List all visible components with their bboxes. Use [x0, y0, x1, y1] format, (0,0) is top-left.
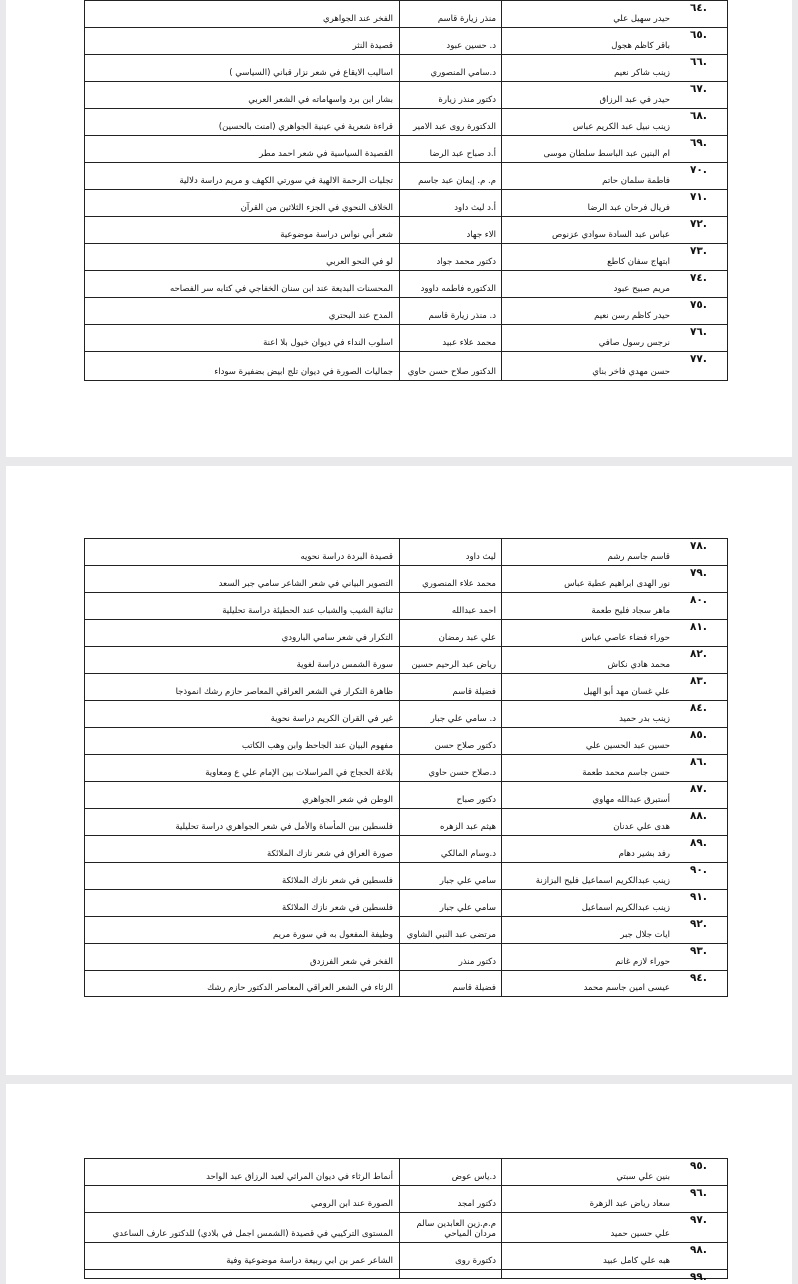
- row-number: .٨٤: [690, 702, 707, 714]
- supervisor-cell: فضيلة قاسم: [399, 971, 501, 996]
- student-name-cell: سعاد رياض عبد الزهرة: [501, 1186, 684, 1212]
- row-number: .٩٣: [690, 945, 707, 957]
- table-row: [84, 351, 728, 381]
- table-row: [84, 1212, 728, 1242]
- supervisor-cell: الاء جهاد: [399, 217, 501, 243]
- thesis-title-cell: الوطن في شعر الجواهري: [302, 795, 393, 805]
- student-name-cell: حسن جاسم محمد طعمة: [501, 755, 684, 781]
- supervisor-cell: منذر زيارة قاسم: [399, 1, 501, 27]
- table-row: [84, 54, 728, 81]
- row-number: .٧٣: [690, 245, 707, 257]
- student-name-cell: بنين علي سبتي: [501, 1159, 684, 1185]
- table-row: [84, 727, 728, 754]
- student-name-cell: زينب عبدالكريم اسماعيل فليح البزازنة: [501, 863, 684, 889]
- row-number: .٧٦: [690, 326, 707, 338]
- thesis-title-cell: اساليب الايقاع في شعر نزار قباني (السياسي ): [229, 68, 393, 78]
- table-row: [84, 916, 728, 943]
- thesis-title-cell: وظيفة المفعول به في سورة مريم: [272, 930, 393, 940]
- supervisor-cell: دكتور صباح: [399, 782, 501, 808]
- thesis-title-cell: تجليات الرحمة الالهية في سورتي الكهف و مريم دراسة دلالية: [179, 176, 393, 186]
- row-number: .٩٠: [690, 864, 707, 876]
- supervisor-cell: الدكتورة روى عبد الامير: [399, 109, 501, 135]
- student-name-cell: أستبرق عبدالله مهاوي: [501, 782, 684, 808]
- thesis-title-cell: سورة الشمس دراسة لغوية: [296, 660, 393, 670]
- row-number: .٦٤: [690, 2, 707, 14]
- student-name-cell: هدى علي عدنان: [501, 809, 684, 835]
- supervisor-cell: دكتور منذر: [399, 944, 501, 970]
- row-number: .٧٥: [690, 299, 707, 311]
- student-name-cell: حسين عبد الحسين علي: [501, 728, 684, 754]
- student-name-cell: علي حسين حميد: [501, 1213, 684, 1242]
- table-row: [84, 1185, 728, 1212]
- row-number: .٦٨: [690, 110, 707, 122]
- supervisor-cell: أ.د ليث داود: [399, 190, 501, 216]
- table-row: [84, 889, 728, 916]
- thesis-title-cell: مفهوم البيان عند الجاحظ وابن وهب الكاتب: [241, 741, 393, 751]
- table-row: [84, 835, 728, 862]
- student-name-cell: ابتهاج سفان كاطع: [501, 244, 684, 270]
- thesis-title-cell: المدح عند البحتري: [328, 311, 393, 321]
- thesis-title-cell: التصوير البياني في شعر الشاعر سامي جبر السعد: [218, 579, 393, 589]
- row-number: .٨٣: [690, 675, 707, 687]
- row-number: .٩٥: [690, 1160, 707, 1172]
- table-row: [84, 1242, 728, 1269]
- row-number: .٦٩: [690, 137, 707, 149]
- thesis-title-cell: قصيدة البردة دراسة نحويه: [300, 552, 393, 562]
- supervisor-cell: هيثم عبد الزهره: [399, 809, 501, 835]
- table-row: [84, 646, 728, 673]
- thesis-title-cell: [83, 1270, 399, 1278]
- table-row: [84, 162, 728, 189]
- supervisor-cell: [399, 1270, 501, 1278]
- table-row: [84, 808, 728, 835]
- row-number: .٨٢: [690, 648, 707, 660]
- thesis-title-cell: بلاغة الحجاج في المراسلات بين الإمام علي ع ومعاوية: [205, 768, 393, 778]
- table-row: [84, 0, 728, 27]
- supervisor-cell: م. م. إيمان عبد جاسم: [399, 163, 501, 189]
- supervisor-cell: سامي علي جبار: [399, 890, 501, 916]
- supervisor-cell: د.ياس عوض: [399, 1159, 501, 1185]
- student-name-cell: زينب عبدالكريم اسماعيل: [501, 890, 684, 916]
- thesis-title-cell: الفخر في شعر الفرزدق: [309, 957, 393, 967]
- supervisor-cell: أ.د صباح عبد الرضا: [399, 136, 501, 162]
- thesis-title-cell: ظاهرة التكرار في الشعر العراقي المعاصر حازم رشك انموذجا: [175, 687, 393, 697]
- thesis-title-cell: جماليات الصورة في ديوان تلج ابيض بضفيرة سوداء: [214, 367, 393, 377]
- table-row: [84, 324, 728, 351]
- thesis-title-cell: فلسطين بين المأساة والأمل في شعر الجواهري دراسة تحليلية: [175, 822, 393, 832]
- student-name-cell: فاطمة سلمان حاتم: [501, 163, 684, 189]
- thesis-title-cell: بشار ابن برد واسهاماته في الشعر العربي: [248, 95, 393, 105]
- supervisor-cell: الدكتوره فاطمه داوود: [399, 271, 501, 297]
- table-row: [84, 108, 728, 135]
- row-number: .٨٠: [690, 594, 707, 606]
- student-name-cell: حيدر سهيل علي: [501, 1, 684, 27]
- thesis-title-cell: قصيدة النثر: [352, 41, 393, 51]
- table-row: [84, 27, 728, 54]
- thesis-title-cell: غير في القران الكريم دراسة نحوية: [270, 714, 393, 724]
- student-name-cell: محمد هادي نكاش: [501, 647, 684, 673]
- row-number: .٧٠: [690, 164, 707, 176]
- thesis-title-cell: التكرار في شعر سامي البارودي: [281, 633, 393, 643]
- row-number: .٨٩: [690, 837, 707, 849]
- supervisor-cell: د. منذر زيارة قاسم: [399, 298, 501, 324]
- row-number: .٧٢: [690, 218, 707, 230]
- thesis-title-cell: اسلوب النداء في ديوان خيول بلا اعنة: [263, 338, 393, 348]
- student-name-cell: ام البنين عبد الباسط سلطان موسى: [501, 136, 684, 162]
- table-row: [84, 135, 728, 162]
- thesis-title-cell: صورة العراق في شعر نازك الملائكة: [266, 849, 393, 859]
- supervisor-cell: د.صلاح حسن حاوي: [399, 755, 501, 781]
- student-name-cell: زينب نبيل عبد الكريم عباس: [501, 109, 684, 135]
- student-name-cell: نور الهدى ابراهيم عطية عباس: [501, 566, 684, 592]
- row-number: .٦٦: [690, 56, 707, 68]
- supervisor-cell: د. حسين عبود: [399, 28, 501, 54]
- table-row: [84, 297, 728, 324]
- student-name-cell: زينب شاكر نعيم: [501, 55, 684, 81]
- supervisor-cell: ليث داود: [399, 539, 501, 565]
- student-name-cell: حوراء فضاء عاصي عباس: [501, 620, 684, 646]
- table-row: [84, 1158, 728, 1185]
- supervisor-cell: فضيلة قاسم: [399, 674, 501, 700]
- row-number: .٨٧: [690, 783, 707, 795]
- thesis-table-3: [84, 1158, 728, 1283]
- student-name-cell: حيدر في عبد الرزاق: [501, 82, 684, 108]
- table-row: [84, 1269, 728, 1283]
- row-number: .٩٢: [690, 918, 707, 930]
- supervisor-cell: رياض عبد الرحيم حسين: [399, 647, 501, 673]
- supervisor-cell: سامي علي جبار: [399, 863, 501, 889]
- student-name-cell: زينب بدر حميد: [501, 701, 684, 727]
- thesis-title-cell: قراءة شعرية في عينية الجواهري (امنت بالحسين): [218, 122, 393, 132]
- row-number: .٩٤: [690, 972, 707, 984]
- table-row: [84, 700, 728, 727]
- row-number: .٩١: [690, 891, 707, 903]
- row-number: .٩٦: [690, 1187, 707, 1199]
- row-number: .٨٨: [690, 810, 707, 822]
- student-name-cell: قاسم جاسم رشم: [501, 539, 684, 565]
- table-row: [84, 754, 728, 781]
- document-page-1: [6, 0, 792, 457]
- thesis-title-cell: لو في النحو العربي: [326, 257, 393, 267]
- student-name-cell: حسن مهدي فاخر بناي: [501, 352, 684, 380]
- row-number: .٩٧: [690, 1214, 707, 1226]
- thesis-title-cell: ثنائية الشيب والشباب عند الحطيئة دراسة تحليلية: [222, 606, 393, 616]
- thesis-table-1: [84, 0, 728, 381]
- supervisor-cell: د.وسام المالكي: [399, 836, 501, 862]
- row-number: .٦٧: [690, 83, 707, 95]
- table-row: [84, 970, 728, 997]
- table-row: [84, 673, 728, 700]
- supervisor-cell: احمد عبدالله: [399, 593, 501, 619]
- supervisor-cell: دكتور منذر زيارة: [399, 82, 501, 108]
- row-number: .٨٥: [690, 729, 707, 741]
- table-row: [84, 216, 728, 243]
- table-row: [84, 189, 728, 216]
- student-name-cell: فريال فرحان عبد الرضا: [501, 190, 684, 216]
- row-number: .٧٨: [690, 540, 707, 552]
- supervisor-cell: دكتورة روى: [399, 1243, 501, 1269]
- student-name-cell: ايات جلال جبر: [501, 917, 684, 943]
- student-name-cell: علي غسان مهد أبو الهيل: [501, 674, 684, 700]
- table-row: [84, 862, 728, 889]
- row-number: .٨١: [690, 621, 707, 633]
- supervisor-cell: دكتور محمد جواد: [399, 244, 501, 270]
- document-page-2: [6, 466, 792, 1075]
- table-row: [84, 270, 728, 297]
- row-number: .٩٩: [690, 1271, 707, 1283]
- thesis-title-cell: الفخر عند الجواهري: [323, 14, 393, 24]
- student-name-cell: رفد بشير دهام: [501, 836, 684, 862]
- thesis-title-cell: القصيدة السياسية في شعر احمد مطر: [259, 149, 393, 159]
- supervisor-cell: د. سامي علي جبار: [399, 701, 501, 727]
- supervisor-cell: د.سامي المنصوري: [399, 55, 501, 81]
- table-row: [84, 243, 728, 270]
- table-row: [84, 619, 728, 646]
- thesis-title-cell: أنماط الرثاء في ديوان المراثي لعبد الرزاق عبد الواحد: [206, 1172, 393, 1182]
- row-number: .٨٦: [690, 756, 707, 768]
- row-number: .٧٧: [690, 353, 707, 365]
- student-name-cell: عباس عبد السادة سوادي عزنوص: [501, 217, 684, 243]
- student-name-cell: باقر كاظم هجول: [501, 28, 684, 54]
- supervisor-cell: دكتور امجد: [399, 1186, 501, 1212]
- thesis-title-cell: الرثاء في الشعر العراقي المعاصر الدكتور حازم رشك: [207, 983, 393, 993]
- student-name-cell: نرجس رسول صافي: [501, 325, 684, 351]
- supervisor-cell: م.م.زين العابدين سالم مردان المياحي: [399, 1213, 501, 1242]
- thesis-title-cell: فلسطين في شعر نازك الملائكة: [282, 876, 393, 886]
- table-row: [84, 565, 728, 592]
- row-number: .٧٤: [690, 272, 707, 284]
- supervisor-cell: دكتور صلاح حسن: [399, 728, 501, 754]
- supervisor-cell: علي عبد رمضان: [399, 620, 501, 646]
- student-name-cell: مريم صبيح عبود: [501, 271, 684, 297]
- table-row: [84, 592, 728, 619]
- thesis-title-cell: الصورة عند ابن الرومي: [310, 1199, 393, 1209]
- supervisor-cell: محمد علاء عبيد: [399, 325, 501, 351]
- table-row: [84, 781, 728, 808]
- thesis-title-cell: الشاعر عمر بن ابي ربيعة دراسة موضوعية وفية: [226, 1256, 393, 1266]
- table-row: [84, 538, 728, 565]
- supervisor-cell: محمد علاء المنصوري: [399, 566, 501, 592]
- thesis-title-cell: المستوى التركيبي في قصيدة (الشمس اجمل في بلادي) للدكتور عارف الساعدي: [112, 1229, 393, 1239]
- student-name-cell: هبه علي كامل عبيد: [501, 1243, 684, 1269]
- thesis-table-2: [84, 538, 728, 997]
- table-row: [84, 943, 728, 970]
- student-name-cell: ماهر سجاد فليح طعمة: [501, 593, 684, 619]
- row-number: .٧١: [690, 191, 707, 203]
- row-number: .٩٨: [690, 1244, 707, 1256]
- student-name-cell: حوراء لازم غانم: [501, 944, 684, 970]
- thesis-title-cell: شعر أبي نواس دراسة موضوعية: [280, 230, 393, 240]
- supervisor-cell: الدكتور صلاح حسن حاوي: [399, 352, 501, 380]
- thesis-title-cell: المحسنات البديعة عند ابن سنان الخفاجي في كتابه سر الفصاحه: [169, 284, 393, 294]
- student-name-cell: عيسى امين جاسم محمد: [501, 971, 684, 996]
- student-name-cell: [501, 1270, 684, 1278]
- supervisor-cell: مرتضى عبد النبي الشاوي: [399, 917, 501, 943]
- thesis-title-cell: الخلاف النحوي في الجزء الثلاثين من القرآن: [240, 203, 393, 213]
- row-number: .٦٥: [690, 29, 707, 41]
- document-page-3: [6, 1084, 792, 1284]
- student-name-cell: حيدر كاظم رسن نعيم: [501, 298, 684, 324]
- row-number: .٧٩: [690, 567, 707, 579]
- table-row: [84, 81, 728, 108]
- thesis-title-cell: فلسطين في شعر نازك الملائكة: [282, 903, 393, 913]
